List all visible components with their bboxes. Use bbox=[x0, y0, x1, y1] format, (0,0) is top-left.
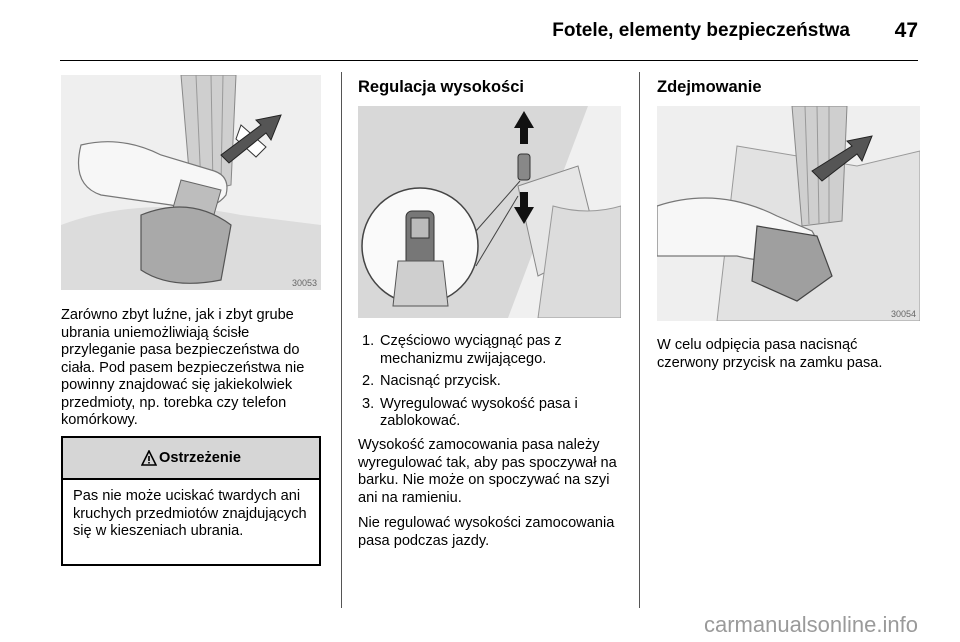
buckle-insert-illustration bbox=[61, 75, 321, 290]
step-number: 2. bbox=[362, 373, 375, 389]
figure-height-adjust bbox=[358, 106, 621, 318]
column-divider-2 bbox=[639, 72, 640, 608]
step-number: 3. bbox=[362, 395, 375, 412]
buckle-release-illustration bbox=[657, 106, 920, 321]
warning-triangle-icon bbox=[141, 450, 157, 466]
header-title: Fotele, elementy bezpieczeństwa bbox=[552, 20, 850, 41]
page-number: 47 bbox=[894, 19, 918, 42]
step-text: Nacisnąć przycisk. bbox=[380, 373, 501, 389]
paragraph-height-note: Wysokość zamocowania pasa należy wyregulować tak, aby pas spoczywał na barku. Nie może on spoczywać na szyi ani na ramieniu. bbox=[358, 437, 617, 506]
warning-box bbox=[61, 436, 321, 566]
step-number: 1. bbox=[362, 333, 375, 349]
height-adjuster-illustration bbox=[358, 106, 621, 318]
section-heading-removal: Zdejmowanie bbox=[657, 78, 762, 96]
figure-buckle-insert bbox=[61, 75, 321, 290]
paragraph-no-adjust-driving: Nie regulować wysokości zamocowania pasa podczas jazdy. bbox=[358, 515, 615, 549]
warning-header bbox=[63, 438, 319, 480]
column-divider-1 bbox=[341, 72, 342, 608]
section-heading-height-adjust: Regulacja wysokości bbox=[358, 78, 524, 96]
step-text: Częściowo wyciągnąć pas z mechanizmu zwijającego. bbox=[380, 333, 562, 367]
list-item bbox=[358, 396, 628, 431]
figure-buckle-release bbox=[657, 106, 920, 321]
list-item bbox=[358, 373, 628, 391]
figure-id: 30053 bbox=[291, 278, 317, 288]
watermark: carmanualsonline.info bbox=[703, 612, 918, 637]
figure-id: 30054 bbox=[890, 309, 916, 319]
list-item bbox=[358, 333, 628, 368]
header-rule bbox=[60, 60, 918, 61]
warning-text: Pas nie może uciskać twardych ani kruchych przedmiotów znajdujących się w kieszeniach ubrania. bbox=[73, 488, 307, 539]
paragraph-clothing: Zarówno zbyt luźne, jak i zbyt grube ubrania uniemożliwiają ścisłe przyleganie pasa bezpieczeństwa do ciała. Pod pasem bezpieczeństwa nie powinny znajdować się jakiekolwiek przedmioty, np. torebka czy telefon komórkowy. bbox=[61, 307, 305, 428]
step-text: Wyregulować wysokość pasa i zablokować. bbox=[380, 395, 578, 429]
steps-list bbox=[358, 333, 628, 436]
warning-title: Ostrzeżenie bbox=[159, 450, 241, 466]
paragraph-release: W celu odpięcia pasa nacisnąć czerwony przycisk na zamku pasa. bbox=[657, 337, 883, 371]
